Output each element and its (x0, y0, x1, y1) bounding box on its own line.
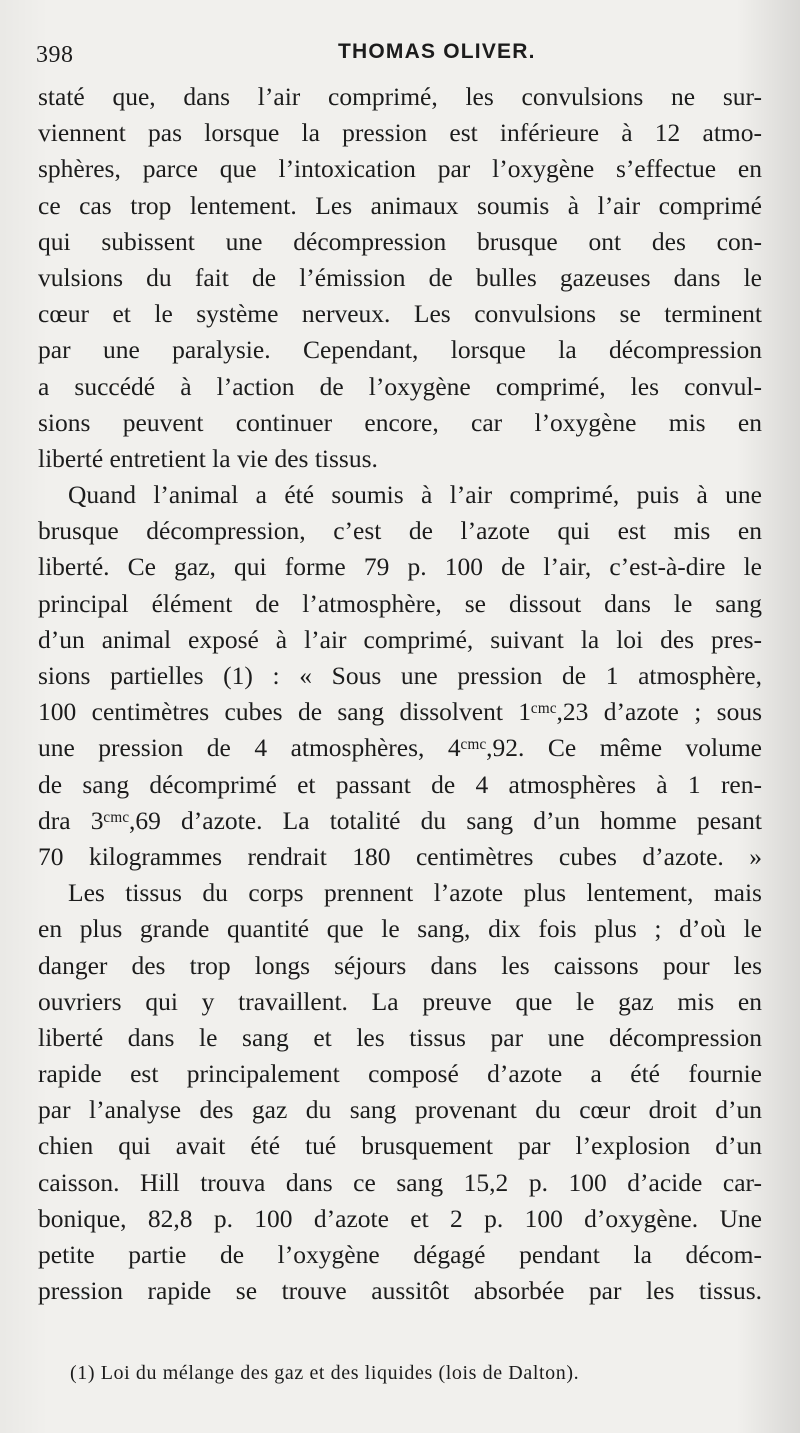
page-header (36, 38, 760, 68)
text-line: chien qui avait été tué brusquement par l’explosion d’un (38, 1131, 762, 1161)
text-line: dra 3ᶜᵐᶜ,69 d’azote. La totalité du sang d’un homme pesant (38, 805, 762, 835)
text-line: Quand l’animal a été soumis à l’air comprimé, puis à une (68, 480, 762, 510)
text-line: d’un animal exposé à l’air comprimé, suivant la loi des pres- (38, 624, 762, 654)
paragraph-2 (38, 477, 762, 875)
text-line: staté que, dans l’air comprimé, les convulsions ne sur- (38, 82, 762, 111)
text-line: ce cas trop lentement. Les animaux soumis à l’air comprimé (38, 190, 762, 220)
text-line: rapide est principalement composé d’azote a été fournie (38, 1059, 762, 1089)
text-line: sphères, parce que l’intoxication par l’oxygène s’effectue en (38, 154, 762, 184)
text-line: 100 centimètres cubes de sang dissolvent 1ᶜᵐᶜ,23 d’azote ; sous (38, 697, 762, 727)
text-line: 70 kilogrammes rendrait 180 centimètres cubes d’azote. » (38, 841, 762, 871)
text-line: caisson. Hill trouva dans ce sang 15,2 p. 100 d’acide car- (38, 1167, 762, 1197)
text-line: en plus grande quantité que le sang, dix fois plus ; d’où le (38, 914, 762, 944)
text-line: cœur et le système nerveux. Les convulsions se terminent (38, 299, 762, 329)
text-line: a succédé à l’action de l’oxygène comprimé, les convul- (38, 371, 762, 401)
running-head: THOMAS OLIVER. (338, 40, 536, 63)
body-text (38, 79, 762, 1309)
text-line: danger des trop longs séjours dans les caissons pour les (38, 950, 762, 980)
text-line: une pression de 4 atmosphères, 4ᶜᵐᶜ,92. Ce même volume (38, 733, 762, 763)
page-number: 398 (36, 42, 74, 68)
text-line: liberté entretient la vie des tissus. (38, 443, 378, 473)
paragraph-3 (38, 875, 762, 1309)
text-line: par l’analyse des gaz du sang provenant du cœur droit d’un (38, 1095, 762, 1125)
text-line: pression rapide se trouve aussitôt absorbée par les tissus. (38, 1276, 762, 1306)
text-line: qui subissent une décompression brusque ont des con- (38, 226, 762, 256)
text-line: ouvriers qui y travaillent. La preuve que le gaz mis en (38, 986, 762, 1016)
text-line: brusque décompression, c’est de l’azote qui est mis en (38, 516, 762, 546)
text-line: par une paralysie. Cependant, lorsque la décompression (38, 335, 762, 365)
paragraph-1 (38, 79, 762, 477)
text-line: vulsions du fait de l’émission de bulles gazeuses dans le (38, 262, 762, 292)
text-line: sions peuvent continuer encore, car l’oxygène mis en (38, 407, 762, 437)
text-line: de sang décomprimé et passant de 4 atmosphères à 1 ren- (38, 769, 762, 799)
footnote: (1) Loi du mélange des gaz et des liquides (lois de Dalton). (70, 1362, 580, 1384)
text-line: Les tissus du corps prennent l’azote plus lentement, mais (68, 878, 762, 908)
text-line: liberté. Ce gaz, qui forme 79 p. 100 de l’air, c’est-à-dire le (38, 552, 762, 582)
text-line: bonique, 82,8 p. 100 d’azote et 2 p. 100 d’oxygène. Une (38, 1203, 762, 1233)
text-line: liberté dans le sang et les tissus par une décompression (38, 1022, 762, 1052)
text-line: petite partie de l’oxygène dégagé pendant la décom- (38, 1240, 762, 1269)
text-line: sions partielles (1) : « Sous une pression de 1 atmosphère, (38, 661, 762, 690)
text-line: viennent pas lorsque la pression est inférieure à 12 atmo- (38, 118, 762, 148)
text-line: principal élément de l’atmosphère, se dissout dans le sang (38, 588, 762, 618)
